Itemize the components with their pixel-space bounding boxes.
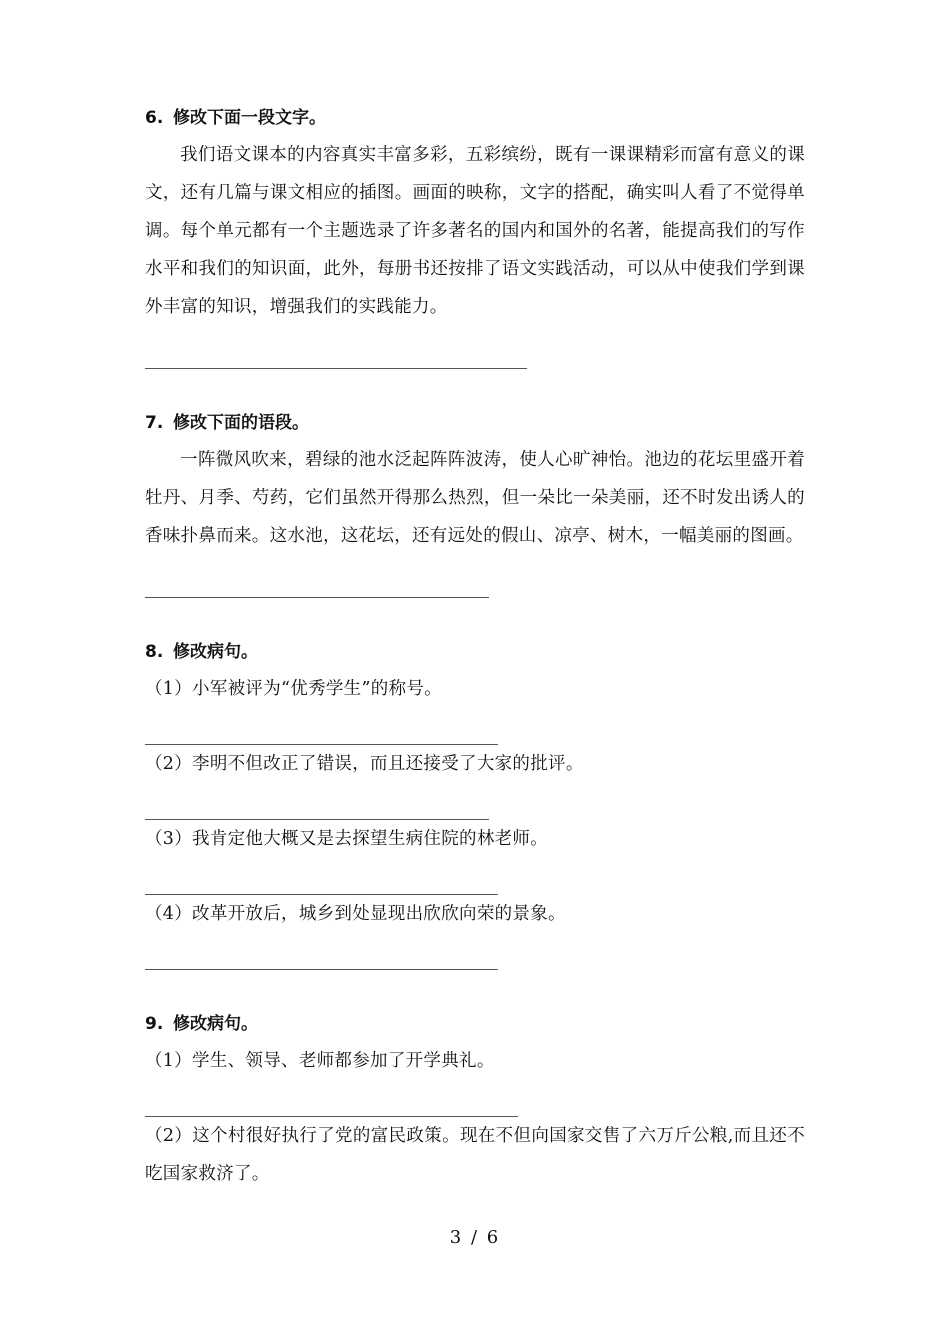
- question-8-item-3: （3）我肯定他大概又是去探望生病住院的林老师。: [145, 829, 549, 849]
- worksheet-page: [145, 100, 805, 1193]
- question-8-title: 8. 修改病句。: [145, 642, 258, 662]
- question-8: [145, 634, 805, 970]
- question-7-paragraph: 一阵微风吹来，碧绿的池水泛起阵阵波涛，使人心旷神怡。池边的花坛里盛开着牡丹、月季、芍药，它们虽然开得那么热烈，但一朵比一朵美丽，还不时发出诱人的香味扑鼻而来。这水池，这花坛，还有远处的假山、凉亭、树木，一幅美丽的图画。: [145, 450, 805, 546]
- question-9: [145, 1006, 805, 1193]
- question-8-item-2: （2）李明不但改正了错误，而且还接受了大家的批评。: [145, 754, 584, 774]
- question-7-title: 7. 修改下面的语段。: [145, 413, 309, 433]
- question-8-item-4: （4）改革开放后，城乡到处显现出欣欣向荣的景象。: [145, 904, 566, 924]
- question-6-title: 6. 修改下面一段文字。: [145, 108, 326, 128]
- question-9-item-1: （1）学生、领导、老师都参加了开学典礼。: [145, 1051, 495, 1071]
- page-number: 3 / 6: [449, 1227, 501, 1248]
- question-6-paragraph: 我们语文课本的内容真实丰富多彩，五彩缤纷，既有一课课精彩而富有意义的课文，还有几篇与课文相应的插图。画面的映称，文字的搭配，确实叫人看了不觉得单调。每个单元都有一个主题选录了许多著名的国内和国外的名著，能提高我们的写作水平和我们的知识面，此外，每册书还按排了语文实践活动，可以从中使我们学到课外丰富的知识，增强我们的实践能力。: [145, 145, 805, 317]
- question-9-item-2: （2）这个村很好执行了党的富民政策。现在不但向国家交售了六万斤公粮,而且还不吃国家救济了。: [145, 1126, 805, 1184]
- question-9-title: 9. 修改病句。: [145, 1014, 258, 1034]
- question-7: [145, 405, 805, 598]
- question-8-item-1: （1）小军被评为“优秀学生”的称号。: [145, 679, 442, 699]
- question-6: [145, 100, 805, 369]
